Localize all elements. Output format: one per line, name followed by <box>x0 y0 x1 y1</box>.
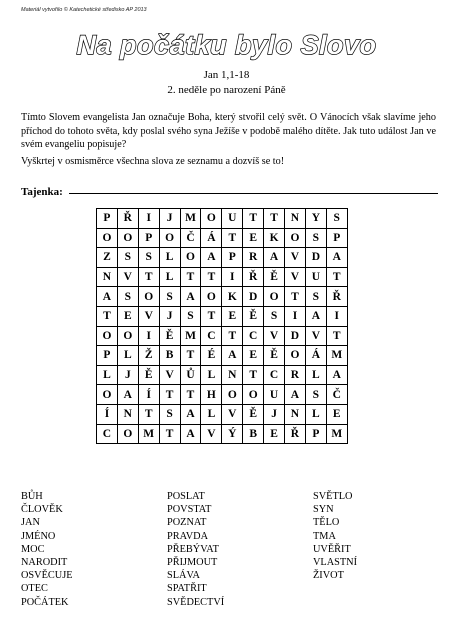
word-list-item: ŽIVOT <box>313 570 344 582</box>
title-graphic <box>0 24 453 66</box>
grid-cell[interactable]: L <box>117 346 138 366</box>
grid-row <box>97 209 348 229</box>
grid-row <box>97 346 348 366</box>
grid-cell[interactable]: T <box>243 365 264 385</box>
grid-cell[interactable]: T <box>138 404 159 424</box>
grid-cell[interactable]: Ř <box>326 287 347 307</box>
grid-cell[interactable]: N <box>222 365 243 385</box>
word-list-item: SPATŘIT <box>167 583 207 595</box>
grid-cell[interactable]: Á <box>201 228 222 248</box>
word-list-column-1 <box>21 490 73 609</box>
grid-cell[interactable]: S <box>264 306 285 326</box>
grid-cell[interactable]: T <box>222 326 243 346</box>
grid-cell[interactable]: P <box>326 228 347 248</box>
grid-row <box>97 228 348 248</box>
grid-cell[interactable]: S <box>305 385 326 405</box>
grid-cell[interactable]: V <box>285 248 306 268</box>
grid-cell[interactable]: S <box>117 248 138 268</box>
grid-cell[interactable]: O <box>138 287 159 307</box>
word-list-item: MOC <box>21 543 45 555</box>
grid-cell[interactable]: J <box>117 365 138 385</box>
grid-cell[interactable]: A <box>326 248 347 268</box>
tajenka-answer-line[interactable] <box>69 193 438 194</box>
word-list-column-3 <box>313 490 357 582</box>
grid-cell[interactable]: Ů <box>180 365 201 385</box>
grid-cell[interactable]: S <box>326 209 347 229</box>
grid-cell[interactable]: E <box>326 404 347 424</box>
word-list-item: POZNAT <box>167 517 207 529</box>
grid-cell[interactable]: T <box>326 326 347 346</box>
grid-cell[interactable]: R <box>243 248 264 268</box>
grid-cell[interactable]: S <box>159 404 180 424</box>
grid-cell[interactable]: A <box>97 287 118 307</box>
grid-cell[interactable]: Ě <box>264 267 285 287</box>
grid-cell[interactable]: O <box>159 228 180 248</box>
grid-cell[interactable]: L <box>305 404 326 424</box>
grid-cell[interactable]: A <box>117 385 138 405</box>
grid-row <box>97 248 348 268</box>
grid-cell[interactable]: N <box>97 267 118 287</box>
grid-cell[interactable]: S <box>117 287 138 307</box>
word-list-item: ČLOVĚK <box>21 504 63 516</box>
grid-cell[interactable]: L <box>201 365 222 385</box>
word-list-column-2 <box>167 490 224 609</box>
grid-cell[interactable]: I <box>326 306 347 326</box>
tajenka-label: Tajenka: <box>21 186 63 198</box>
grid-cell[interactable]: O <box>243 385 264 405</box>
grid-cell[interactable]: D <box>285 326 306 346</box>
grid-cell[interactable]: S <box>159 287 180 307</box>
word-list-item: BŮH <box>21 491 43 502</box>
grid-cell[interactable]: Ž <box>138 346 159 366</box>
word-list-item: SVĚDECTVÍ <box>167 596 225 608</box>
grid-cell[interactable]: O <box>117 326 138 346</box>
grid-cell[interactable]: V <box>305 326 326 346</box>
word-list-item: PRAVDA <box>167 530 209 542</box>
grid-cell[interactable]: Á <box>305 346 326 366</box>
grid-cell[interactable]: M <box>180 209 201 229</box>
word-list-item: UVĚŘIT <box>313 543 351 555</box>
grid-cell[interactable]: Ý <box>222 424 243 444</box>
grid-cell[interactable]: O <box>180 248 201 268</box>
grid-row <box>97 306 348 326</box>
grid-cell[interactable]: P <box>305 424 326 444</box>
intro-paragraph: Tímto Slovem evangelista Jan označuje Boha, který stvořil celý svět. O Vánocích však slavíme jeho příchod do tohoto světa, kdy poslal svého syna Ježíše v podobě malého dítěte. Jak tuto událost Jan ve svém evangeliu popisuje? <box>21 112 436 151</box>
grid-cell[interactable]: N <box>117 404 138 424</box>
grid-cell[interactable]: A <box>285 385 306 405</box>
grid-cell[interactable]: A <box>180 424 201 444</box>
grid-cell[interactable]: E <box>117 306 138 326</box>
grid-cell[interactable]: T <box>180 346 201 366</box>
grid-cell[interactable]: L <box>305 365 326 385</box>
bible-reference: Jan 1,1-18 <box>203 69 250 81</box>
grid-row <box>97 365 348 385</box>
grid-cell[interactable]: A <box>180 404 201 424</box>
grid-cell[interactable]: I <box>138 326 159 346</box>
grid-cell[interactable]: É <box>201 346 222 366</box>
grid-cell[interactable]: T <box>285 287 306 307</box>
grid-cell[interactable]: Y <box>305 209 326 229</box>
grid-cell[interactable]: V <box>117 267 138 287</box>
grid-cell[interactable]: P <box>222 248 243 268</box>
grid-cell[interactable]: Ř <box>243 267 264 287</box>
grid-cell[interactable]: O <box>97 385 118 405</box>
grid-cell[interactable]: R <box>285 365 306 385</box>
grid-cell[interactable]: I <box>285 306 306 326</box>
grid-cell[interactable]: D <box>305 248 326 268</box>
grid-cell[interactable]: L <box>97 365 118 385</box>
grid-cell[interactable]: T <box>222 228 243 248</box>
grid-cell[interactable]: A <box>264 248 285 268</box>
grid-cell[interactable]: M <box>180 326 201 346</box>
grid-cell[interactable]: A <box>201 248 222 268</box>
grid-cell[interactable]: P <box>97 209 118 229</box>
grid-cell[interactable]: B <box>243 424 264 444</box>
grid-cell[interactable]: J <box>159 209 180 229</box>
grid-cell[interactable]: C <box>201 326 222 346</box>
grid-cell[interactable]: T <box>201 267 222 287</box>
grid-cell[interactable]: E <box>264 424 285 444</box>
grid-cell[interactable]: T <box>243 209 264 229</box>
grid-cell[interactable]: I <box>222 267 243 287</box>
grid-cell[interactable]: T <box>326 267 347 287</box>
grid-cell[interactable]: B <box>159 346 180 366</box>
grid-cell[interactable]: T <box>138 267 159 287</box>
grid-cell[interactable]: Ě <box>243 306 264 326</box>
grid-cell[interactable]: S <box>138 248 159 268</box>
grid-cell[interactable]: P <box>97 346 118 366</box>
grid-cell[interactable]: L <box>159 267 180 287</box>
word-list-item: SVĚTLO <box>313 491 353 502</box>
grid-cell[interactable]: K <box>264 228 285 248</box>
grid-cell[interactable]: N <box>285 209 306 229</box>
grid-cell[interactable]: E <box>222 306 243 326</box>
grid-row <box>97 326 348 346</box>
grid-cell[interactable]: E <box>243 228 264 248</box>
word-list-item: PŘIJMOUT <box>167 557 218 569</box>
grid-cell[interactable]: L <box>159 248 180 268</box>
grid-cell[interactable]: V <box>138 306 159 326</box>
grid-cell[interactable]: S <box>305 287 326 307</box>
grid-cell[interactable]: A <box>305 306 326 326</box>
grid-cell[interactable]: O <box>201 287 222 307</box>
grid-cell[interactable]: M <box>138 424 159 444</box>
title-banner <box>0 24 453 66</box>
grid-cell[interactable]: O <box>264 287 285 307</box>
grid-cell[interactable]: V <box>285 267 306 287</box>
word-list-item: JMÉNO <box>21 530 56 542</box>
grid-cell[interactable]: U <box>222 209 243 229</box>
grid-cell[interactable]: M <box>326 346 347 366</box>
grid-cell[interactable]: V <box>201 424 222 444</box>
grid-cell[interactable]: Ě <box>159 326 180 346</box>
word-list-item: VLASTNÍ <box>313 557 358 569</box>
grid-cell[interactable]: J <box>159 306 180 326</box>
grid-cell[interactable]: O <box>117 424 138 444</box>
word-list-item: PŘEBÝVAT <box>167 543 219 555</box>
liturgical-sunday: 2. neděle po narození Páně <box>167 84 286 96</box>
grid-cell[interactable]: V <box>264 326 285 346</box>
grid-cell[interactable]: D <box>243 287 264 307</box>
grid-cell[interactable]: A <box>222 346 243 366</box>
grid-cell[interactable]: A <box>326 365 347 385</box>
grid-row <box>97 267 348 287</box>
word-list-item: JAN <box>21 517 40 529</box>
grid-cell[interactable]: Č <box>326 385 347 405</box>
word-list-item: OTEC <box>21 583 48 595</box>
grid-cell[interactable]: V <box>222 404 243 424</box>
page-title: Na počátku bylo Slovo <box>76 30 377 60</box>
word-list-item: NARODIT <box>21 557 68 569</box>
grid-cell[interactable]: L <box>201 404 222 424</box>
grid-cell[interactable]: U <box>305 267 326 287</box>
grid-cell[interactable]: H <box>201 385 222 405</box>
word-list-item: POČÁTEK <box>21 596 69 608</box>
grid-cell[interactable]: T <box>180 267 201 287</box>
word-list-item: SLÁVA <box>167 570 200 582</box>
grid-cell[interactable]: S <box>305 228 326 248</box>
grid-cell[interactable]: C <box>97 424 118 444</box>
grid-cell[interactable]: T <box>180 385 201 405</box>
word-list-item: TMA <box>313 530 336 542</box>
grid-row <box>97 424 348 444</box>
grid-cell[interactable]: Ř <box>285 424 306 444</box>
word-list-item: SYN <box>313 504 334 516</box>
grid-cell[interactable]: P <box>138 228 159 248</box>
grid-row <box>97 404 348 424</box>
grid-cell[interactable]: Ě <box>264 346 285 366</box>
grid-cell[interactable]: O <box>285 228 306 248</box>
instruction-paragraph: Vyškrtej v osmisměrce všechna slova ze seznamu a dozvíš se to! <box>21 156 285 167</box>
grid-cell[interactable]: Ě <box>138 365 159 385</box>
grid-cell[interactable]: U <box>264 385 285 405</box>
grid-cell[interactable]: O <box>285 346 306 366</box>
grid-cell[interactable]: T <box>159 424 180 444</box>
grid-cell[interactable]: O <box>117 228 138 248</box>
grid-cell[interactable]: N <box>285 404 306 424</box>
grid-cell[interactable]: I <box>138 209 159 229</box>
grid-cell[interactable]: T <box>264 209 285 229</box>
grid-cell[interactable]: V <box>159 365 180 385</box>
grid-cell[interactable]: Í <box>97 404 118 424</box>
tajenka-row <box>21 182 438 196</box>
copyright-note: Materiál vytvořilo © Katechetické středisko AP 2013 <box>21 7 147 13</box>
grid-cell[interactable]: T <box>159 385 180 405</box>
grid-cell[interactable]: O <box>201 209 222 229</box>
grid-cell[interactable]: Z <box>97 248 118 268</box>
grid-cell[interactable]: O <box>97 326 118 346</box>
word-list-item: POSLAT <box>167 491 205 502</box>
grid-cell[interactable]: E <box>243 346 264 366</box>
grid-row <box>97 385 348 405</box>
grid-cell[interactable]: C <box>264 365 285 385</box>
word-search-grid <box>96 208 348 444</box>
grid-cell[interactable]: S <box>180 306 201 326</box>
grid-cell[interactable]: K <box>222 287 243 307</box>
grid-cell[interactable]: T <box>97 306 118 326</box>
grid-cell[interactable]: C <box>243 326 264 346</box>
grid-row <box>97 287 348 307</box>
grid-cell[interactable]: Č <box>180 228 201 248</box>
grid-cell[interactable]: Ř <box>117 209 138 229</box>
grid-cell[interactable]: Í <box>138 385 159 405</box>
grid-cell[interactable]: O <box>222 385 243 405</box>
word-list-item: POVSTAT <box>167 504 212 516</box>
grid-cell[interactable]: J <box>264 404 285 424</box>
word-list-item: OSVĚCUJE <box>21 570 73 582</box>
grid-cell[interactable]: Ě <box>243 404 264 424</box>
grid-cell[interactable]: A <box>180 287 201 307</box>
grid-cell[interactable]: T <box>201 306 222 326</box>
grid-cell[interactable]: M <box>326 424 347 444</box>
word-list-item: TĚLO <box>313 517 340 529</box>
grid-cell[interactable]: O <box>97 228 118 248</box>
